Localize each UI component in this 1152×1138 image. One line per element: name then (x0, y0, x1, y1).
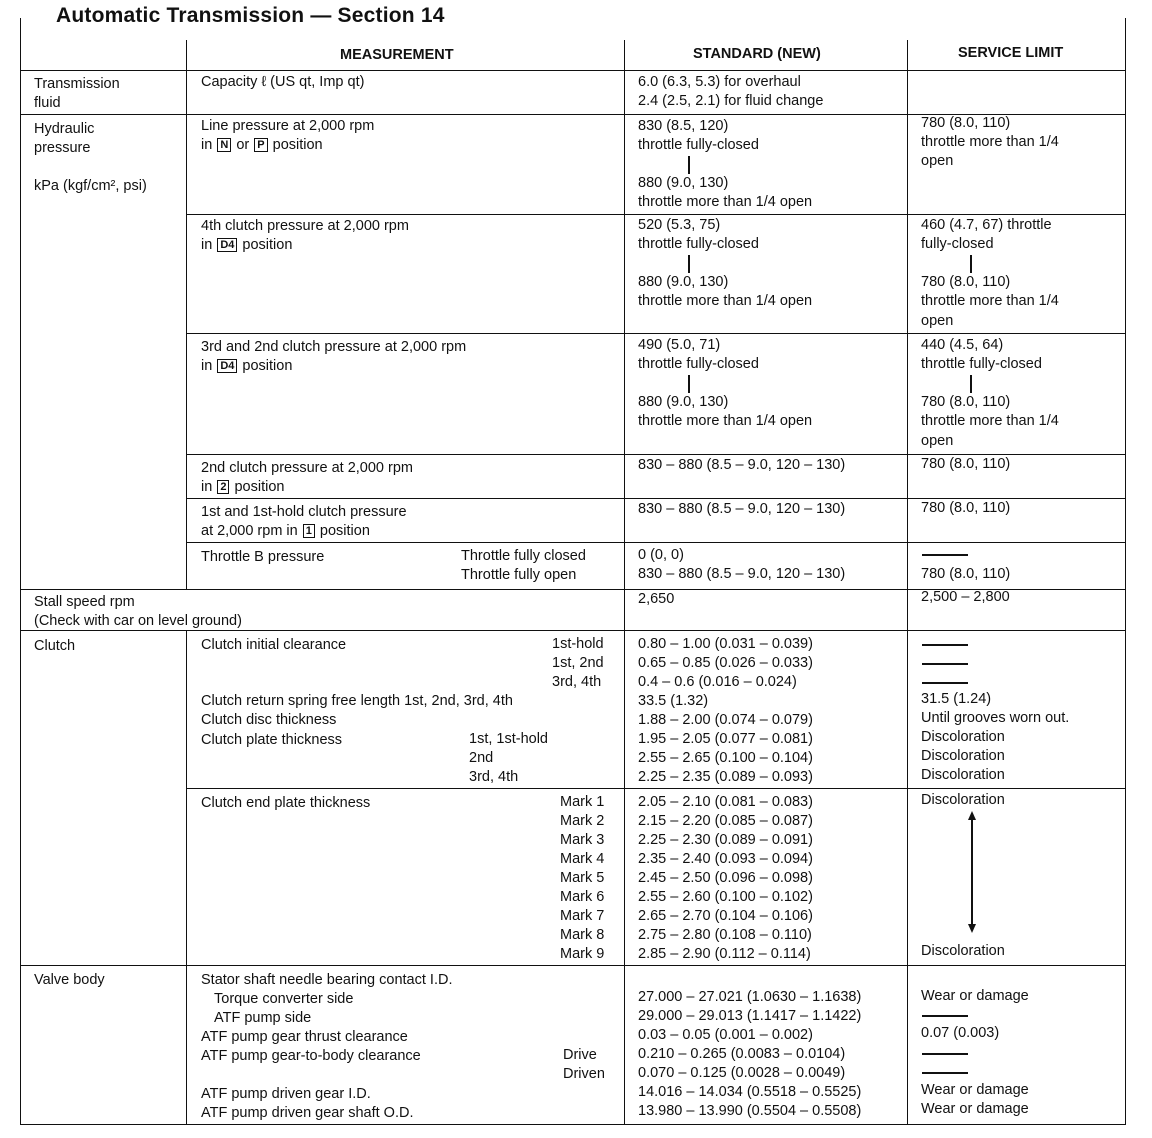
plate-label: Clutch plate thickness (201, 732, 343, 748)
stall-label-2: (Check with car on level ground) (34, 613, 242, 629)
fluid-label-2: fluid (34, 95, 61, 111)
initial-std-1: 0.80 – 1.00 (0.031 – 0.039) (638, 636, 813, 652)
line-pressure-label: Line pressure at 2,000 rpm (201, 118, 375, 134)
header-service-limit: SERVICE LIMIT (958, 45, 1064, 61)
range-connector-icon (688, 156, 690, 174)
fourth-pressure-label: 4th clutch pressure at 2,000 rpm (201, 218, 409, 234)
third-limit-1: 440 (4.5, 64) (921, 337, 1004, 353)
thrust-limit: 0.07 (0.003) (921, 1025, 1000, 1041)
mark-4: Mark 4 (560, 851, 605, 867)
fluid-capacity: Capacity ℓ (US qt, Imp qt) (201, 74, 365, 90)
third-std-1: 490 (5.0, 71) (638, 337, 721, 353)
no-limit-dash (922, 1015, 968, 1017)
gear-id-std: 14.016 – 14.034 (0.5518 – 0.5525) (638, 1084, 862, 1100)
row-divider-4th (186, 333, 1126, 334)
throttle-b-std-open: 830 – 880 (8.5 – 9.0, 120 – 130) (638, 566, 846, 582)
arrow-down-icon (968, 924, 976, 933)
fourth-limit-2: fully-closed (921, 236, 994, 252)
mark-9: Mark 9 (560, 946, 605, 962)
first-limit: 780 (8.0, 110) (921, 500, 1011, 516)
page-title: Automatic Transmission — Section 14 (48, 4, 453, 28)
line-limit-2: throttle more than 1/4 (921, 134, 1059, 150)
gear-2-icon: 2 (217, 480, 229, 494)
no-limit-dash (922, 644, 968, 646)
line-std-3: 880 (9.0, 130) (638, 175, 729, 191)
fourth-std-3: 880 (9.0, 130) (638, 274, 729, 290)
shaft-limit: Wear or damage (921, 1101, 1029, 1117)
fourth-limit-5: open (921, 313, 954, 329)
mark-9-std: 2.85 – 2.90 (0.112 – 0.114) (638, 946, 811, 962)
first-pressure-position: at 2,000 rpm in 1 position (201, 523, 370, 539)
plate-std-1: 1.95 – 2.05 (0.077 – 0.081) (638, 731, 813, 747)
fourth-limit-4: throttle more than 1/4 (921, 293, 1059, 309)
row-divider-endplate (20, 965, 1126, 966)
spring-label: Clutch return spring free length 1st, 2nd, 3rd, 4th (201, 693, 513, 709)
atf-std: 29.000 – 29.013 (1.1417 – 1.1422) (638, 1008, 862, 1024)
tc-label: Torque converter side (214, 991, 354, 1007)
third-std-3: 880 (9.0, 130) (638, 394, 729, 410)
first-pressure-label: 1st and 1st-hold clutch pressure (201, 504, 407, 520)
mark-5-std: 2.45 – 2.50 (0.096 – 0.098) (638, 870, 813, 886)
hydraulic-unit: kPa (kgf/cm², psi) (34, 178, 147, 194)
clutch-initial-label: Clutch initial clearance (201, 637, 347, 653)
third-limit-4: throttle more than 1/4 (921, 413, 1059, 429)
range-connector-icon (688, 375, 690, 393)
mark-8-std: 2.75 – 2.80 (0.108 – 0.110) (638, 927, 812, 943)
second-std: 830 – 880 (8.5 – 9.0, 120 – 130) (638, 457, 846, 473)
no-limit-dash (922, 1072, 968, 1074)
gear-d4-icon: D4 (217, 359, 237, 373)
plate-limit-1: Discoloration (921, 729, 1005, 745)
mark-7-std: 2.65 – 2.70 (0.104 – 0.106) (638, 908, 813, 924)
throttle-b-limit-open: 780 (8.0, 110) (921, 566, 1011, 582)
col-divider-1 (186, 40, 187, 1125)
thrust-label: ATF pump gear thrust clearance (201, 1029, 408, 1045)
row-divider-line (186, 214, 1126, 215)
drive-std: 0.210 – 0.265 (0.0083 – 0.0104) (638, 1046, 846, 1062)
plate-cond-1: 1st, 1st-hold (469, 731, 548, 747)
fourth-limit-1: 460 (4.7, 67) throttle (921, 217, 1052, 233)
line-std-2: throttle fully-closed (638, 137, 759, 153)
plate-limit-2: Discoloration (921, 748, 1005, 764)
spring-std: 33.5 (1.32) (638, 693, 709, 709)
stator-label: Stator shaft needle bearing contact I.D. (201, 972, 453, 988)
initial-cond-2: 1st, 2nd (552, 655, 604, 671)
gear-id-limit: Wear or damage (921, 1082, 1029, 1098)
no-limit-dash (922, 554, 968, 556)
line-limit-1: 780 (8.0, 110) (921, 115, 1011, 131)
header-divider (20, 70, 1126, 71)
body-label: ATF pump gear-to-body clearance (201, 1048, 421, 1064)
row-divider-clutch (186, 788, 1126, 789)
fluid-label-1: Transmission (34, 76, 120, 92)
endplate-limit-top: Discoloration (921, 792, 1005, 808)
third-std-2: throttle fully-closed (638, 356, 759, 372)
disc-label: Clutch disc thickness (201, 712, 337, 728)
mark-8: Mark 8 (560, 927, 605, 943)
mark-6-std: 2.55 – 2.60 (0.100 – 0.102) (638, 889, 813, 905)
gear-id-label: ATF pump driven gear I.D. (201, 1086, 371, 1102)
no-limit-dash (922, 1053, 968, 1055)
fluid-std-overhaul: 6.0 (6.3, 5.3) for overhaul (638, 74, 801, 90)
range-connector-icon (970, 375, 972, 393)
initial-std-3: 0.4 – 0.6 (0.016 – 0.024) (638, 674, 797, 690)
third-limit-3: 780 (8.0, 110) (921, 394, 1011, 410)
first-std: 830 – 880 (8.5 – 9.0, 120 – 130) (638, 501, 846, 517)
throttle-b-label: Throttle B pressure (201, 549, 325, 565)
stall-label-1: Stall speed rpm (34, 594, 135, 610)
second-pressure-label: 2nd clutch pressure at 2,000 rpm (201, 460, 413, 476)
driven-std: 0.070 – 0.125 (0.0028 – 0.0049) (638, 1065, 846, 1081)
plate-limit-3: Discoloration (921, 767, 1005, 783)
shaft-std: 13.980 – 13.990 (0.5504 – 0.5508) (638, 1103, 862, 1119)
mark-1: Mark 1 (560, 794, 605, 810)
endplate-limit-bottom: Discoloration (921, 943, 1005, 959)
plate-std-3: 2.25 – 2.35 (0.089 – 0.093) (638, 769, 813, 785)
mark-3-std: 2.25 – 2.30 (0.089 – 0.091) (638, 832, 813, 848)
second-limit: 780 (8.0, 110) (921, 456, 1011, 472)
plate-cond-2: 2nd (469, 750, 494, 766)
hydraulic-label-2: pressure (34, 140, 91, 156)
no-limit-dash (922, 682, 968, 684)
spring-limit: 31.5 (1.24) (921, 691, 992, 707)
driven-label: Driven (563, 1066, 605, 1082)
mark-7: Mark 7 (560, 908, 605, 924)
gear-p-icon: P (254, 138, 267, 152)
gear-d4-icon: D4 (217, 238, 237, 252)
fourth-limit-3: 780 (8.0, 110) (921, 274, 1011, 290)
second-pressure-position: in 2 position (201, 479, 285, 495)
atf-label: ATF pump side (214, 1010, 312, 1026)
line-std-1: 830 (8.5, 120) (638, 118, 729, 134)
fluid-std-change: 2.4 (2.5, 2.1) for fluid change (638, 93, 824, 109)
mark-3: Mark 3 (560, 832, 605, 848)
line-std-4: throttle more than 1/4 open (638, 194, 813, 210)
stall-limit: 2,500 – 2,800 (921, 589, 1010, 605)
initial-cond-1: 1st-hold (552, 636, 604, 652)
line-pressure-position: in N or P position (201, 137, 323, 153)
plate-cond-3: 3rd, 4th (469, 769, 519, 785)
mark-1-std: 2.05 – 2.10 (0.081 – 0.083) (638, 794, 813, 810)
third-pressure-position: in D4 position (201, 358, 293, 374)
throttle-b-open: Throttle fully open (461, 567, 577, 583)
range-connector-icon (688, 255, 690, 273)
shaft-label: ATF pump driven gear shaft O.D. (201, 1105, 414, 1121)
endplate-label: Clutch end plate thickness (201, 795, 371, 811)
third-pressure-label: 3rd and 2nd clutch pressure at 2,000 rpm (201, 339, 467, 355)
valve-label: Valve body (34, 972, 105, 988)
gear-n-icon: N (217, 138, 231, 152)
header-measurement: MEASUREMENT (340, 47, 454, 63)
line-limit-3: open (921, 153, 954, 169)
fourth-std-4: throttle more than 1/4 open (638, 293, 813, 309)
mark-2-std: 2.15 – 2.20 (0.085 – 0.087) (638, 813, 813, 829)
tc-std: 27.000 – 27.021 (1.0630 – 1.1638) (638, 989, 862, 1005)
disc-std: 1.88 – 2.00 (0.074 – 0.079) (638, 712, 813, 728)
col-divider-2 (624, 40, 625, 1125)
col-divider-3 (907, 40, 908, 1125)
tc-limit: Wear or damage (921, 988, 1029, 1004)
hydraulic-label-1: Hydraulic (34, 121, 95, 137)
drive-label: Drive (563, 1047, 597, 1063)
mark-6: Mark 6 (560, 889, 605, 905)
mark-2: Mark 2 (560, 813, 605, 829)
throttle-b-std-closed: 0 (0, 0) (638, 547, 684, 563)
stall-std: 2,650 (638, 591, 675, 607)
plate-std-2: 2.55 – 2.65 (0.100 – 0.104) (638, 750, 813, 766)
header-standard: STANDARD (NEW) (693, 46, 821, 62)
fourth-std-2: throttle fully-closed (638, 236, 759, 252)
mark-4-std: 2.35 – 2.40 (0.093 – 0.094) (638, 851, 813, 867)
no-limit-dash (922, 663, 968, 665)
throttle-b-closed: Throttle fully closed (461, 548, 586, 564)
initial-std-2: 0.65 – 0.85 (0.026 – 0.033) (638, 655, 813, 671)
gear-1-icon: 1 (303, 524, 315, 538)
clutch-label: Clutch (34, 638, 76, 654)
range-arrow-line (971, 818, 973, 926)
mark-5: Mark 5 (560, 870, 605, 886)
fourth-pressure-position: in D4 position (201, 237, 293, 253)
third-std-4: throttle more than 1/4 open (638, 413, 813, 429)
third-limit-5: open (921, 433, 954, 449)
disc-limit: Until grooves worn out. (921, 710, 1070, 726)
initial-cond-3: 3rd, 4th (552, 674, 602, 690)
thrust-std: 0.03 – 0.05 (0.001 – 0.002) (638, 1027, 813, 1043)
third-limit-2: throttle fully-closed (921, 356, 1042, 372)
range-connector-icon (970, 255, 972, 273)
row-divider-1st (186, 542, 1126, 543)
fourth-std-1: 520 (5.3, 75) (638, 217, 721, 233)
